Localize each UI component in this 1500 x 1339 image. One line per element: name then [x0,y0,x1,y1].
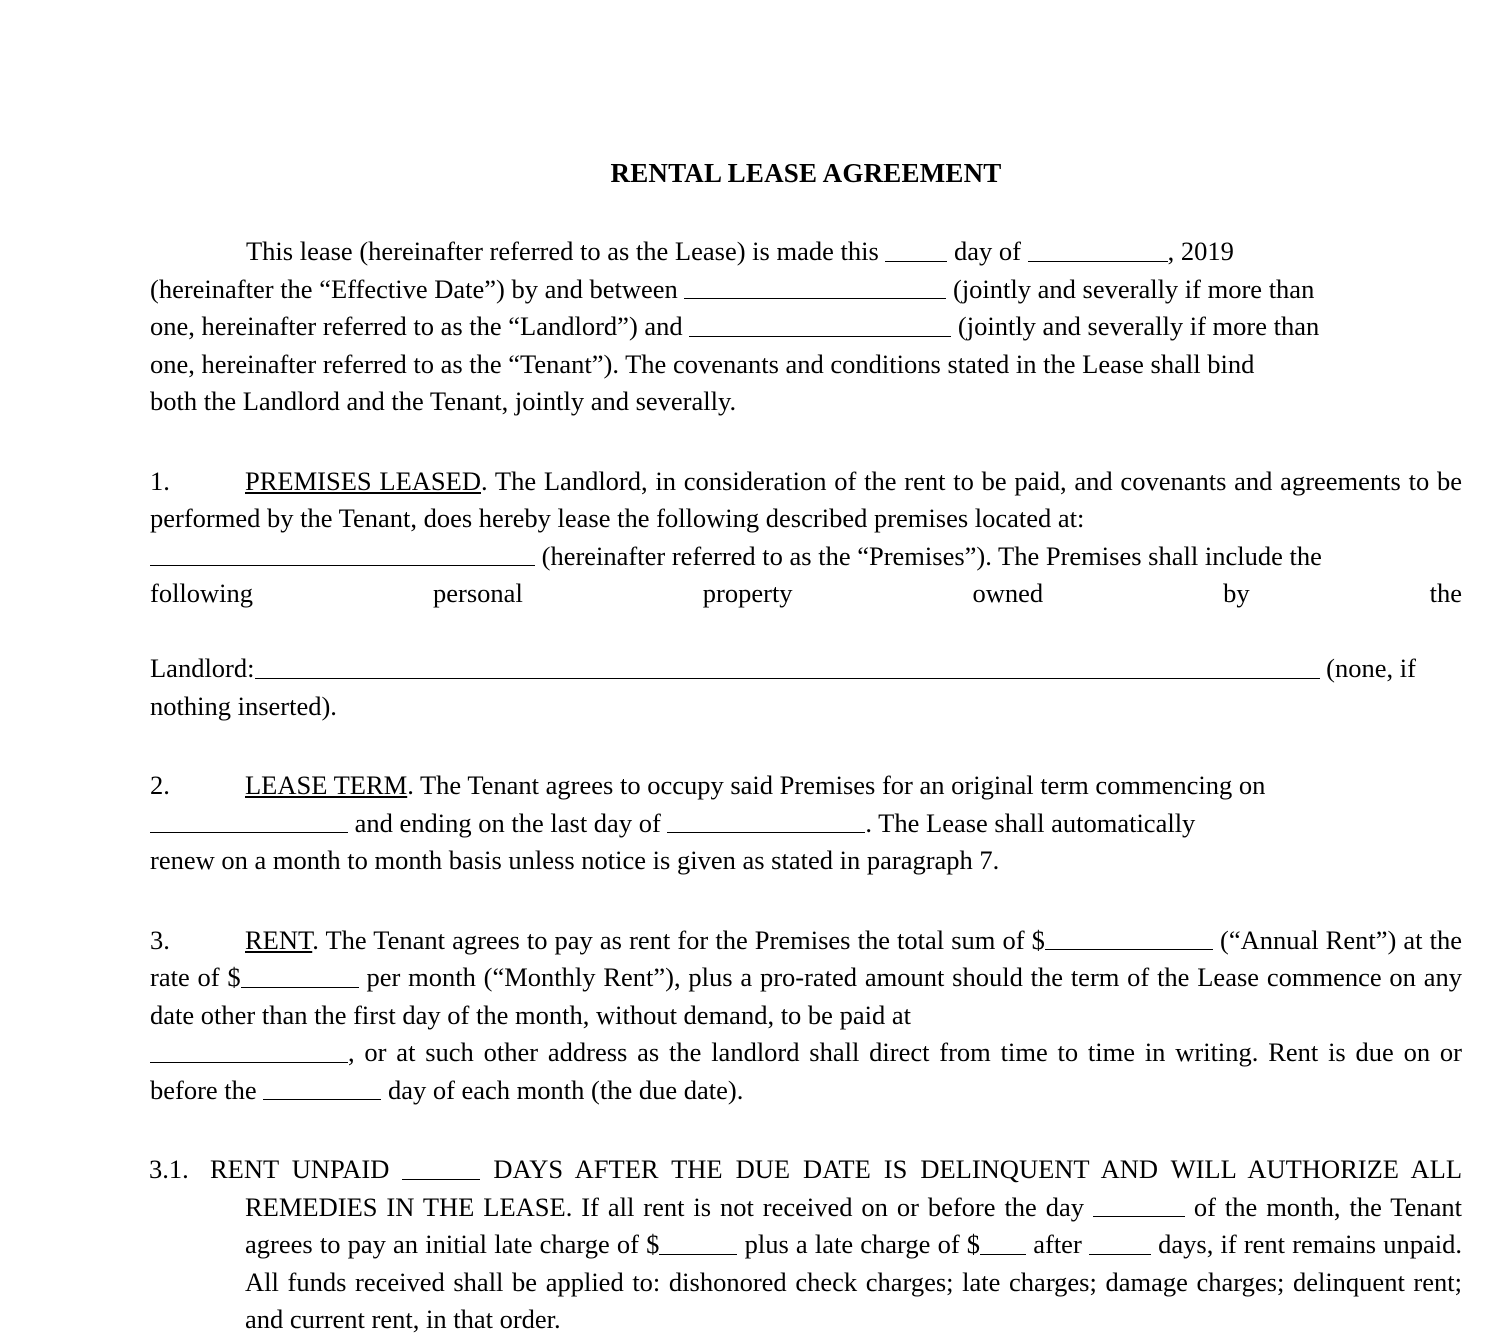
section-3-heading: RENT [245,924,313,955]
word-property: property [702,578,793,608]
blank-landlord-name[interactable] [684,274,946,299]
subclause-3-1-text-f: days, if rent remains unpaid. All funds received shall be applied to: dishonored check charges; late charges; damage charges; delinquent rent; and current rent, in that order. [245,1229,1463,1334]
blank-tenant-name[interactable] [689,311,951,336]
blank-rent-due-day[interactable] [263,1075,381,1100]
section-1-body-d: nothing inserted). [150,690,337,721]
section-3-rent [150,922,1462,1035]
blank-month[interactable] [1028,236,1168,261]
blank-due-day-of-month[interactable] [1093,1192,1185,1217]
section-1-body-b: (hereinafter referred to as the “Premises”). The Premises shall include the [541,540,1322,571]
word-by: by [1223,578,1250,608]
word-owned: owned [972,578,1044,608]
section-1-personal-property-line [150,575,1462,650]
blank-premises-address[interactable] [150,541,535,566]
blank-day[interactable] [885,236,947,261]
section-2-body-a: . The Tenant agrees to occupy said Premises for an original term commencing on [407,770,1266,800]
intro-paragraph [150,233,1462,421]
section-1-body-c: (none, if [1326,653,1416,683]
section-3-body-e: day of each month (the due date). [387,1074,744,1105]
intro-line3-text-a: one, hereinafter referred to as the “Landlord”) and [150,311,683,341]
intro-line1-text-a: This lease (hereinafter referred to as the Lease) is made this [246,236,879,266]
intro-line2-text-b: (jointly and severally if more than [953,273,1315,304]
section-1-number: 1. [150,465,170,496]
section-2-lease-term [150,767,1462,805]
section-3-body-a: . The Tenant agrees to pay as rent for the Premises the total sum of $ [312,924,1045,955]
intro-line1-text-c: , 2019 [1167,236,1234,266]
blank-payment-address[interactable] [150,1037,348,1062]
document-body [150,0,1462,1339]
section-1-heading: PREMISES LEASED [245,465,481,496]
section-3-number: 3. [150,924,170,955]
section-1-landlord-property-line [150,650,1462,688]
intro-line4: one, hereinafter referred to as the “Tenant”). The covenants and conditions stated in the Lease shall bind [150,348,1255,379]
subclause-3-1-text-b: DAYS AFTER THE DUE DATE IS DELINQUENT AND WILL AUTHORIZE ALL REMEDIES IN THE LEASE. If all rent is not received on or before the day [245,1154,1463,1222]
blank-annual-rent[interactable] [1045,925,1213,950]
section-2-heading: LEASE TERM [245,770,408,800]
section-1-body-a: . The Landlord, in consideration of the rent to be paid, and covenants and agreements to be performed by the Tenant, does hereby lease the following described premises located at: [150,465,1462,533]
section-2-body-c: . The Lease shall automatically [865,807,1196,838]
blank-monthly-rent[interactable] [241,962,359,987]
subclause-3-1-rent-unpaid: 3.1. RENT UNPAID DAYS AFTER THE DUE DATE IS DELINQUENT AND WILL AUTHORIZE ALL REMEDIES IN THE LEASE. If all rent is not received on or before the day of the month, the Tenant agrees to pay an initial late charge of $ plus a late charge of $ after days, if rent remains unpaid. All funds received shall be applied to: dishonored check charges; late charges; damage charges; delinquent rent; and current rent, in that order. [149,1154,1463,1334]
subclause-3-1-text-a: RENT UNPAID [210,1154,390,1184]
word-following: following [150,578,254,608]
section-1-landlord-label: Landlord: [150,653,255,683]
intro-line1-text-b: day of [954,236,1021,266]
intro-line3-text-b: (jointly and severally if more than [957,311,1320,341]
section-1-premises-leased [150,463,1462,538]
section-3-body-b: (“Annual Rent”) at the rate of $ [150,924,1462,992]
spacer-before-subclause-3-1 [150,1109,1462,1151]
subclause-3-1-text-c: of the month, the Tenant agrees to pay an initial late charge of $ [245,1191,1463,1259]
blank-landlord-personal-property[interactable] [255,653,1320,678]
spacer-before-section-3 [150,880,1462,922]
section-2-body-b: and ending on the last day of [354,807,661,838]
word-the: the [1429,578,1462,608]
page-title: RENTAL LEASE AGREEMENT [610,158,1002,188]
section-3-payment-address-line [150,1034,1462,1109]
subclause-3-1-text-d: plus a late charge of $ [744,1229,981,1259]
section-3-body-c: per month (“Monthly Rent”), plus a pro-rated amount should the term of the Lease commence on any date other than the first day of the month, without demand, to be paid at [150,962,1462,1030]
intro-line2-text-a: (hereinafter the “Effective Date”) by and between [150,273,678,304]
section-2-number: 2. [150,770,170,800]
word-personal: personal [433,578,523,608]
intro-line5: both the Landlord and the Tenant, jointly and severally. [150,386,737,416]
section-2-body-d: renew on a month to month basis unless notice is given as stated in paragraph 7. [150,845,1000,875]
spacer-before-section-2 [150,725,1462,767]
section-3-body-d: , or at such other address as the landlord shall direct from time to time in writing. Rent is due on or before the [150,1037,1462,1105]
section-1-premises-blank-line [150,538,1462,576]
section-2-term-dates-line [150,805,1462,843]
blank-term-start-date[interactable] [150,808,348,833]
spacer-after-title [150,187,1462,233]
spacer-before-section-1 [150,421,1462,463]
subclause-3-1-text-e: after [1033,1229,1082,1259]
blank-delinquent-days[interactable] [402,1154,480,1179]
blank-term-end-date[interactable] [667,808,865,833]
